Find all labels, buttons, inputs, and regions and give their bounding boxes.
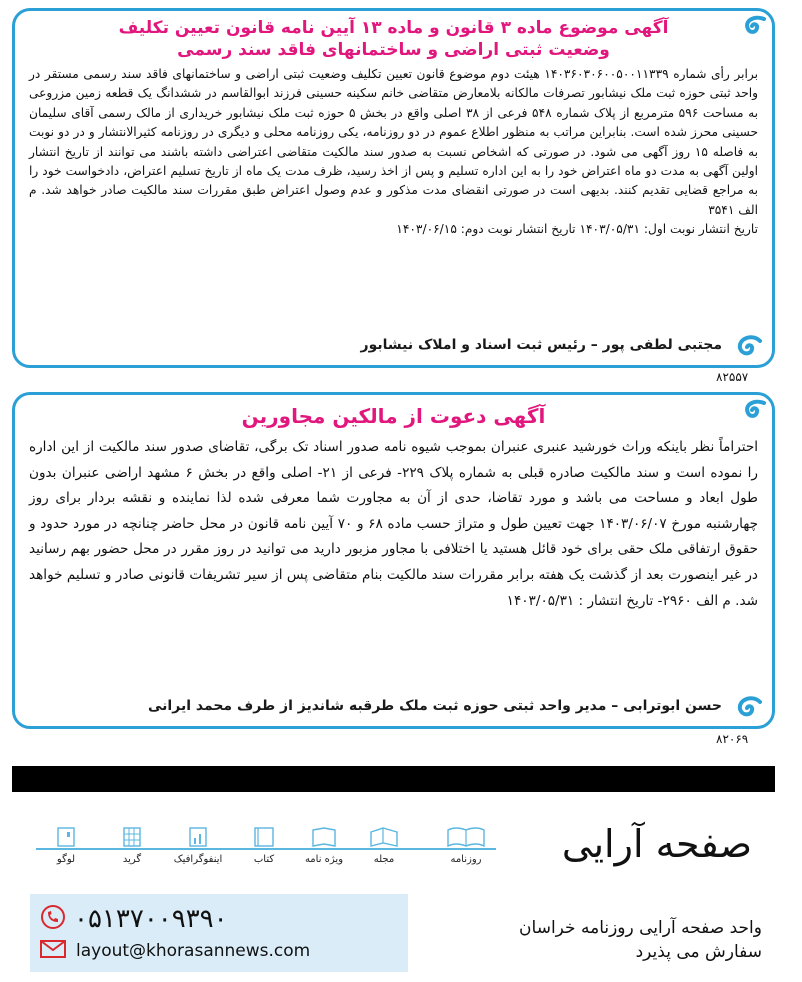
notice1-publish-dates: تاریخ انتشار نوبت اول: ۱۴۰۳/۰۵/۳۱ تاریخ انتشار نوبت دوم: ۱۴۰۳/۰۶/۱۵ xyxy=(396,222,758,237)
notice2-reference-number: ۸۲۰۶۹ xyxy=(716,732,749,746)
corner-swirl-icon xyxy=(736,15,766,39)
category-special-issue xyxy=(294,822,354,865)
category-magazine xyxy=(354,822,414,865)
category-label: اینفوگرافیک xyxy=(173,854,223,865)
notice2-title: آگهی دعوت از مالکین مجاورین xyxy=(241,404,546,428)
magazine-icon xyxy=(354,822,414,848)
category-logo xyxy=(36,822,96,865)
notice1-body xyxy=(29,65,758,220)
email-row xyxy=(40,940,310,962)
notice-neighbors-invitation xyxy=(12,392,775,729)
notice1-title-line1: آگهی موضوع ماده ۳ قانون و ماده ۱۳ آیین نامه قانون تعیین تکلیف xyxy=(118,18,669,38)
category-label: کتاب xyxy=(253,854,275,865)
notice2-body xyxy=(29,435,758,614)
notice2-signature-bar xyxy=(25,696,762,722)
notice1-body-text: برابر رأی شماره ۱۴۰۳۶۰۳۰۶۰۰۵۰۰۱۱۳۳۹ هیئت دوم موضوع قانون تعیین تکلیف وضعیت ثبتی اراضی و ساختمانهای فاقد سند رسمی مستقر در واحد ثبتی حوزه ثبت ملک نیشابور تصرفات مالکانه بلامعارض متقاضی خانم سکینه حسینی فرزند ابوالقاسم در ششدانگ یک قطعه زمین مزروعی به مساحت ۵۹۶ مترمربع از پلاک شماره ۵۴۸ فرعی از ۳۸ اصلی واقع در بخش ۵ حوزه ثبت ملک نیشابور خریداری از مالک رسمی آقای سلیمان حسینی محرز شده است. بنابراین مراتب به منظور اطلاع عموم در دو روزنامه، یکی روزنامه محلی و دیگری در روزنامه کثیرالانتشار و در دو نوبت به فاصله ۱۵ روز آگهی می شود. در صورتی که اشخاص نسبت به صدور سند مالکیت متقاضی اعتراضی داشته باشند می توانند از تاریخ انتشار اولین آگهی به مدت دو ماه اعتراض خود را به این اداره تسلیم و پس از اخذ رسید، ظرف مدت یک ماه از تاریخ تسلیم اعتراض، دادخواست خود را به مراجع قضایی تقدیم کنند. بدیهی است در صورتی انقضای مدت مذکور و عدم وصول اعتراض طبق مقررات سند مالکیت صادر خواهد شد. م الف ۳۵۴۱ xyxy=(29,67,758,217)
category-label: روزنامه xyxy=(450,854,482,865)
category-book xyxy=(234,822,294,865)
category-label: ویژه نامه xyxy=(304,854,344,865)
signature-swirl-icon xyxy=(732,335,762,359)
notice1-title xyxy=(75,17,712,61)
promo-title: صفحه آرایی xyxy=(561,822,752,866)
black-divider-bar xyxy=(12,766,775,792)
layout-categories xyxy=(36,822,496,872)
infographic-icon xyxy=(168,822,228,848)
promo-description-line1: واحد صفحه آرایی روزنامه خراسان xyxy=(519,918,762,938)
corner-swirl-icon xyxy=(736,399,766,423)
promo-description-line2: سفارش می پذیرد xyxy=(635,942,762,962)
mail-icon xyxy=(40,940,66,962)
notice1-reference-number: ۸۲۵۵۷ xyxy=(716,370,749,384)
signature-swirl-icon xyxy=(732,696,762,720)
logo-icon xyxy=(36,822,96,848)
special-issue-icon xyxy=(294,822,354,848)
notice2-signature: حسن ابوترابی – مدیر واحد ثبتی حوزه ثبت ملک طرقبه شاندیز از طرف محمد ایرانی xyxy=(148,698,722,714)
notice-land-registry xyxy=(12,8,775,368)
category-infographic xyxy=(168,822,228,865)
category-label: لوگو xyxy=(56,854,76,865)
phone-row xyxy=(40,904,228,934)
promo-description xyxy=(519,916,762,964)
newspaper-icon xyxy=(436,822,496,848)
category-label: گرید xyxy=(122,854,142,865)
grid-icon xyxy=(102,822,162,848)
categories-baseline xyxy=(36,848,496,850)
category-grid xyxy=(102,822,162,865)
category-newspaper xyxy=(436,822,496,865)
notice2-body-text: احتراماً نظر باینکه وراث خورشید عنبری عنبران بموجب شیوه نامه صدور اسناد تک برگی، تقاضای صدور سند مالکیت از این اداره را نموده است و سند مالکیت صادره قبلی به شماره پلاک ۲۲۹- فرعی از ۲۱- اصلی واقع در بخش ۶ مشهد اراضی عنبران بدون طول ابعاد و مساحت می باشد و مورد تقاضا، حدی از آن به مجاورت شما معرفی شده لذا نماینده و نقشه بردار برای روز چهارشنبه مورخ ۱۴۰۳/۰۶/۰۷ جهت تعیین طول و متراژ حسب ماده ۶۸ و ۷۰ آیین نامه قانون در محل حاضر چنانچه در مورد حدود و حقوق ارتفاقی ملک حقی برای خود قائل هستید یا اختلافی با مجاور مزبور دارید می توانید در روز مقرر در محل حضور بهم رسانید در غیر اینصورت بعد از گذشت یک هفته برابر مقررات سند مالکیت بنام متقاضی پس از سیر تشریفات قانونی صادر و تسلیم خواهد شد. م الف ۲۹۶۰- تاریخ انتشار : ۱۴۰۳/۰۵/۳۱ xyxy=(29,439,758,609)
phone-icon xyxy=(40,904,66,934)
notice1-signature-bar xyxy=(25,335,762,361)
notice1-title-line2: وضعیت ثبتی اراضی و ساختمانهای فاقد سند رسمی xyxy=(177,40,610,60)
book-icon xyxy=(234,822,294,848)
category-label: مجله xyxy=(373,854,395,865)
phone-number[interactable]: ۰۵۱۳۷۰۰۹۳۹۰ xyxy=(74,904,228,934)
notice1-signature: مجتبی لطفی پور – رئیس ثبت اسناد و املاک نیشابور xyxy=(360,337,722,353)
contact-box xyxy=(30,894,408,972)
email-address[interactable]: layout@khorasannews.com xyxy=(76,941,311,961)
